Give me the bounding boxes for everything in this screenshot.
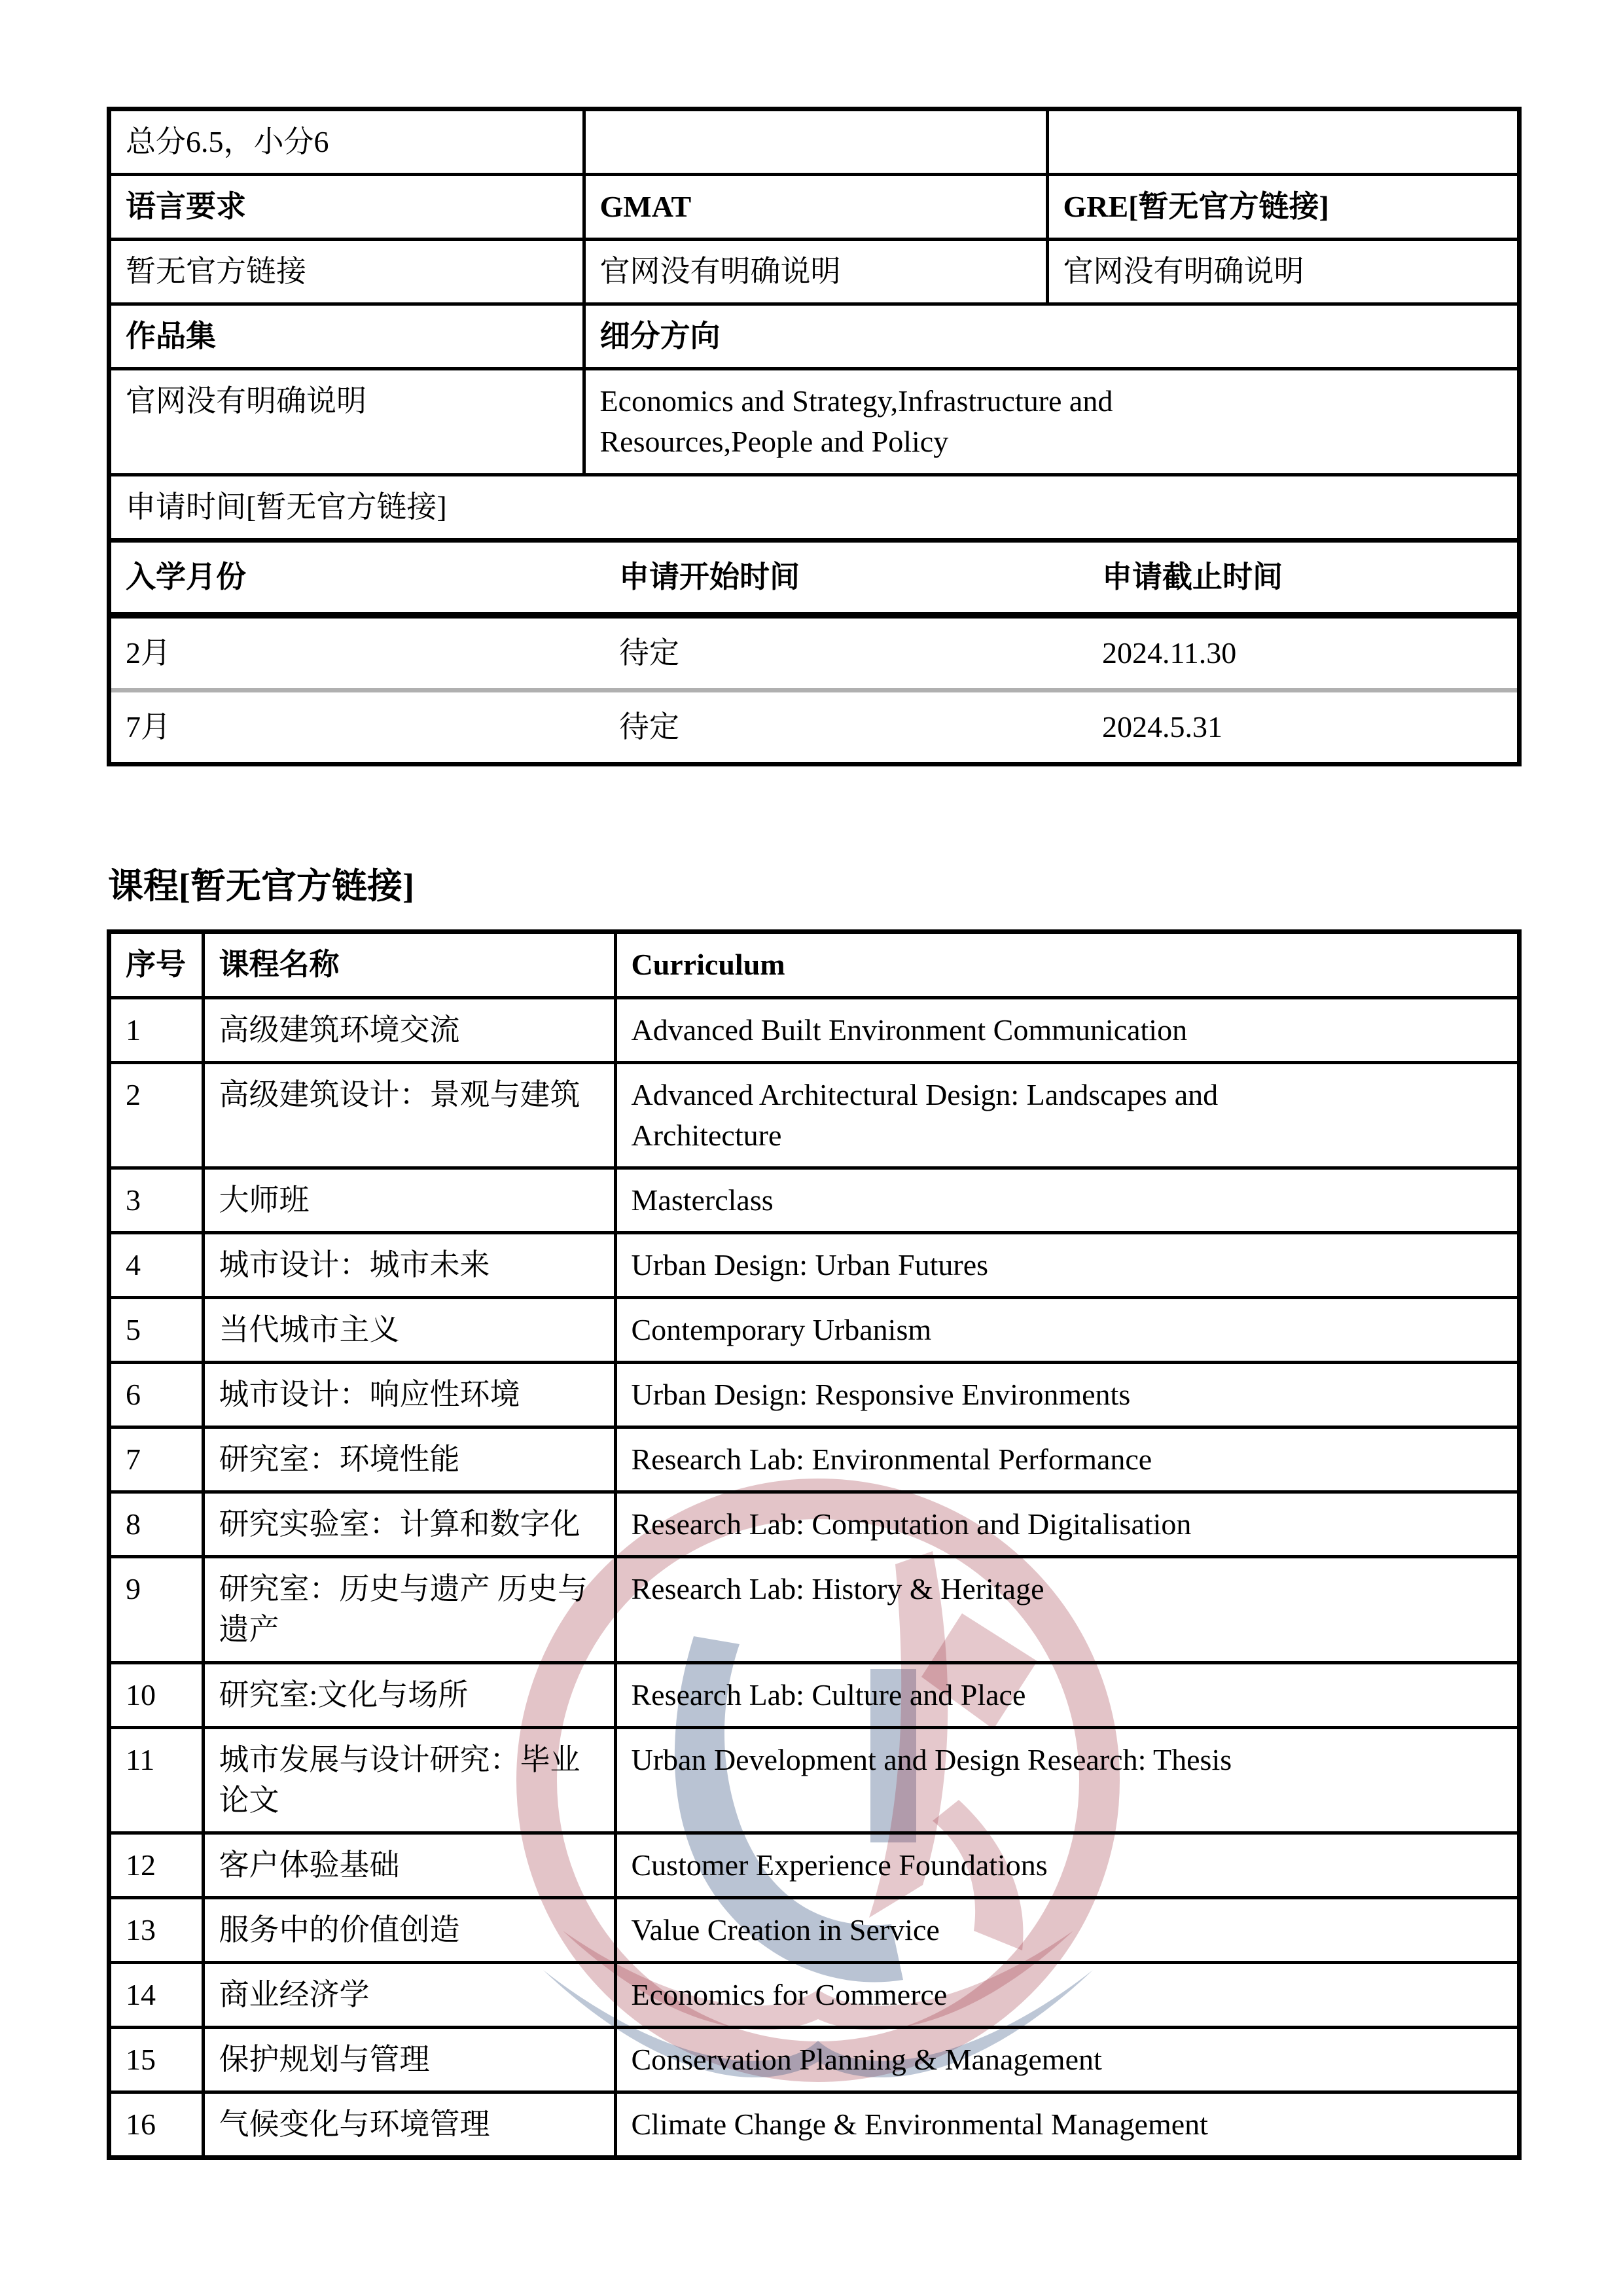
cell-course-en bbox=[615, 2028, 1517, 2092]
cell-subdirection-value bbox=[584, 369, 1517, 475]
schedule-row-february bbox=[111, 615, 1517, 691]
subdirection-text: Economics and Strategy,Infrastructure and Resources,People and Policy bbox=[599, 384, 1113, 459]
course-en-text: Urban Design: Urban Futures bbox=[631, 1247, 989, 1282]
cell-entry-month-header: 入学月份 bbox=[111, 540, 605, 615]
cell-course-no: 9 bbox=[111, 1557, 203, 1662]
cell-index-header: 序号 bbox=[111, 934, 203, 997]
curriculum-row bbox=[111, 1232, 1517, 1297]
cell-course-en bbox=[615, 1168, 1517, 1232]
curriculum-row bbox=[111, 997, 1517, 1062]
cell-empty bbox=[584, 111, 1047, 175]
cell-language-requirement-label: 语言要求 bbox=[111, 175, 584, 240]
cell-gre-value: 官网没有明确说明 bbox=[1047, 240, 1517, 304]
curriculum-table-frame bbox=[107, 929, 1522, 2160]
curriculum-row bbox=[111, 1727, 1517, 1833]
curriculum-row bbox=[111, 1963, 1517, 2028]
course-en-text: Urban Design: Responsive Environments bbox=[631, 1378, 1131, 1412]
course-en-text: Masterclass bbox=[631, 1183, 774, 1217]
course-en-text: Value Creation in Service bbox=[631, 1912, 940, 1946]
cell-course-cn: 当代城市主义 bbox=[203, 1298, 615, 1363]
cell-course-en bbox=[615, 1363, 1517, 1427]
cell-course-en bbox=[615, 1897, 1517, 1962]
cell-course-no: 1 bbox=[111, 997, 203, 1062]
course-en-text: Climate Change & Environmental Management bbox=[631, 2108, 1208, 2142]
cell-course-no: 8 bbox=[111, 1492, 203, 1557]
cell-course-en bbox=[615, 1232, 1517, 1297]
cell-apply-deadline-header: 申请截止时间 bbox=[1088, 540, 1517, 615]
curriculum-row bbox=[111, 1363, 1517, 1427]
curriculum-heading: 课程[暂无官方链接] bbox=[108, 866, 414, 906]
cell-course-no: 10 bbox=[111, 1662, 203, 1727]
cell-portfolio-value: 官网没有明确说明 bbox=[111, 369, 584, 475]
course-en-text: Contemporary Urbanism bbox=[631, 1313, 932, 1346]
cell-gmat-value: 官网没有明确说明 bbox=[584, 240, 1047, 304]
cell-course-en bbox=[615, 1557, 1517, 1662]
cell-course-en bbox=[615, 997, 1517, 1062]
course-en-text: Customer Experience Foundations bbox=[631, 1848, 1048, 1882]
cell-course-cn: 研究室：环境性能 bbox=[203, 1427, 615, 1492]
cell-course-cn: 大师班 bbox=[203, 1168, 615, 1232]
cell-course-en bbox=[615, 1427, 1517, 1492]
cell-course-no: 3 bbox=[111, 1168, 203, 1232]
cell-course-no: 15 bbox=[111, 2028, 203, 2092]
table-row-portfolio-values bbox=[111, 369, 1517, 475]
cell-course-cn: 服务中的价值创造 bbox=[203, 1897, 615, 1962]
cell-course-en bbox=[615, 1492, 1517, 1557]
cell-course-no: 4 bbox=[111, 1232, 203, 1297]
curriculum-row bbox=[111, 1557, 1517, 1662]
cell-application-time: 申请时间[暂无官方链接] bbox=[111, 475, 1517, 538]
cell-course-no: 13 bbox=[111, 1897, 203, 1962]
info-table bbox=[111, 111, 1517, 538]
cell-course-cn: 研究室：历史与遗产 历史与遗产 bbox=[203, 1557, 615, 1662]
course-en-text: Conservation Planning & Management bbox=[631, 2043, 1102, 2077]
curriculum-row bbox=[111, 2028, 1517, 2092]
cell-course-cn: 客户体验基础 bbox=[203, 1833, 615, 1897]
cell-course-no: 16 bbox=[111, 2092, 203, 2156]
info-table-frame bbox=[107, 107, 1522, 766]
table-row-portfolio-header bbox=[111, 304, 1517, 369]
curriculum-row bbox=[111, 1833, 1517, 1897]
cell-empty bbox=[1047, 111, 1517, 175]
cell-deadline: 2024.5.31 bbox=[1102, 709, 1222, 744]
curriculum-row bbox=[111, 1168, 1517, 1232]
course-en-text: Research Lab: History & Heritage bbox=[631, 1572, 1044, 1606]
table-row-score bbox=[111, 111, 1517, 175]
cell-course-cn: 高级建筑环境交流 bbox=[203, 997, 615, 1062]
curriculum-header-row bbox=[111, 934, 1517, 997]
cell-course-cn: 研究室:文化与场所 bbox=[203, 1662, 615, 1727]
cell-course-cn: 高级建筑设计：景观与建筑 bbox=[203, 1062, 615, 1168]
cell-course-no: 12 bbox=[111, 1833, 203, 1897]
cell-course-en bbox=[615, 1062, 1517, 1168]
cell-course-cn: 商业经济学 bbox=[203, 1963, 615, 2028]
cell-course-en bbox=[615, 1298, 1517, 1363]
course-en-text: Research Lab: Culture and Place bbox=[631, 1677, 1026, 1712]
cell-subdirection-label: 细分方向 bbox=[584, 304, 1517, 369]
cell-course-cn: 气候变化与环境管理 bbox=[203, 2092, 615, 2156]
cell-course-no: 14 bbox=[111, 1963, 203, 2028]
curriculum-row bbox=[111, 1298, 1517, 1363]
cell-language-value: 暂无官方链接 bbox=[111, 240, 584, 304]
curriculum-row bbox=[111, 1897, 1517, 1962]
schedule-header-row bbox=[111, 540, 1517, 615]
cell-course-cn: 城市设计：城市未来 bbox=[203, 1232, 615, 1297]
cell-course-name-header: 课程名称 bbox=[203, 934, 615, 997]
cell-course-cn: 研究实验室：计算和数字化 bbox=[203, 1492, 615, 1557]
table-row-language-header bbox=[111, 175, 1517, 240]
cell-course-no: 2 bbox=[111, 1062, 203, 1168]
cell-month: 2月 bbox=[111, 615, 605, 691]
cell-course-cn: 保护规划与管理 bbox=[203, 2028, 615, 2092]
cell-course-no: 5 bbox=[111, 1298, 203, 1363]
cell-course-no: 6 bbox=[111, 1363, 203, 1427]
cell-start-time: 待定 bbox=[619, 709, 679, 744]
cell-course-no: 11 bbox=[111, 1727, 203, 1833]
cell-portfolio-label: 作品集 bbox=[111, 304, 584, 369]
page-content bbox=[107, 107, 1522, 2160]
curriculum-row bbox=[111, 1062, 1517, 1168]
cell-course-en bbox=[615, 2092, 1517, 2156]
curriculum-row bbox=[111, 1492, 1517, 1557]
application-schedule-table bbox=[111, 538, 1517, 762]
cell-deadline: 2024.11.30 bbox=[1088, 615, 1517, 691]
cell-course-en bbox=[615, 1727, 1517, 1833]
curriculum-row bbox=[111, 1427, 1517, 1492]
course-en-text: Research Lab: Computation and Digitalisation bbox=[631, 1507, 1192, 1541]
cell-curriculum-header: Curriculum bbox=[615, 934, 1517, 997]
table-row-language-values bbox=[111, 240, 1517, 304]
course-en-text: Advanced Built Environment Communication bbox=[631, 1013, 1188, 1047]
cell-course-en bbox=[615, 1963, 1517, 2028]
curriculum-row bbox=[111, 1662, 1517, 1727]
course-en-text: Advanced Architectural Design: Landscapes and Architecture bbox=[631, 1077, 1219, 1152]
cell-total-score: 总分6.5，小分6 bbox=[111, 111, 584, 175]
cell-gmat-label: GMAT bbox=[584, 175, 1047, 240]
cell-apply-start-header: 申请开始时间 bbox=[605, 540, 1088, 615]
cell-course-no: 7 bbox=[111, 1427, 203, 1492]
curriculum-table bbox=[111, 934, 1517, 2155]
cell-start-time: 待定 bbox=[605, 615, 1088, 691]
curriculum-row bbox=[111, 2092, 1517, 2156]
cell-course-en bbox=[615, 1662, 1517, 1727]
table-row-application-time bbox=[111, 475, 1517, 538]
cell-course-cn: 城市设计：响应性环境 bbox=[203, 1363, 615, 1427]
course-en-text: Economics for Commerce bbox=[631, 1978, 948, 2012]
cell-course-cn: 城市发展与设计研究：毕业论文 bbox=[203, 1727, 615, 1833]
cell-gre-label: GRE[暂无官方链接] bbox=[1047, 175, 1517, 240]
cell-course-en bbox=[615, 1833, 1517, 1897]
cell-month: 7月 bbox=[126, 709, 171, 744]
course-en-text: Research Lab: Environmental Performance bbox=[631, 1443, 1152, 1477]
course-en-text: Urban Development and Design Research: Thesis bbox=[631, 1742, 1232, 1776]
schedule-row-july bbox=[111, 690, 1517, 762]
